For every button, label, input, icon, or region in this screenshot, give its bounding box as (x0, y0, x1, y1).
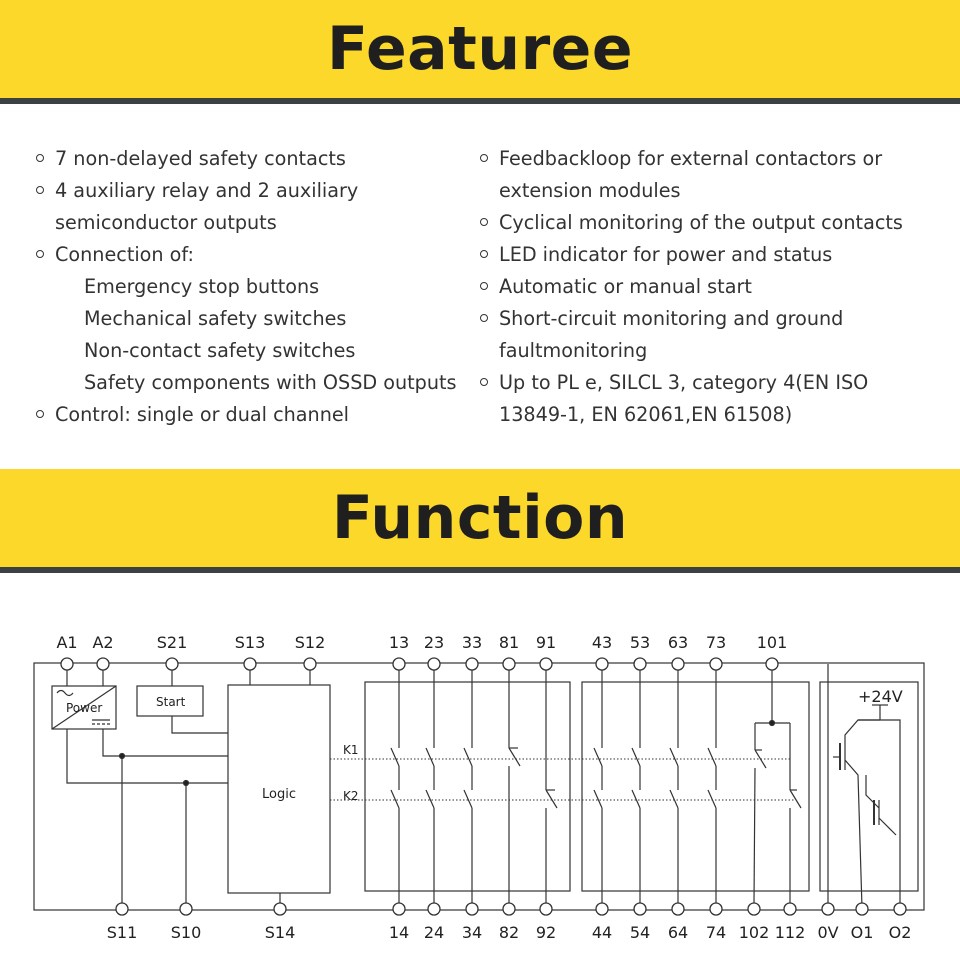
terminal-label: S10 (170, 923, 202, 942)
start-label: Start (156, 695, 186, 709)
semiconductor-group (820, 682, 918, 891)
terminal-label: A2 (92, 633, 114, 652)
feature-left-item-text: semiconductor outputs (55, 211, 277, 234)
terminal-label: 53 (629, 633, 651, 652)
terminal-label: 14 (388, 923, 410, 942)
feature-right-item-text: extension modules (499, 179, 681, 202)
terminal-73 (710, 658, 722, 670)
terminal-s10 (180, 903, 192, 915)
terminal-44 (596, 903, 608, 915)
terminal-43 (596, 658, 608, 670)
feature-left-item-text: Control: single or dual channel (55, 403, 350, 426)
feature-right-item-text: Up to PL e, SILCL 3, category 4(EN ISO (499, 371, 869, 394)
feature-left-item-text: 7 non-delayed safety contacts (55, 147, 346, 170)
function-banner (0, 469, 960, 573)
terminal-label: 102 (738, 923, 770, 942)
terminal-label: 91 (535, 633, 557, 652)
feature-right-item (478, 367, 948, 399)
feature-left-item (34, 271, 474, 303)
terminal-24 (428, 903, 440, 915)
terminal-label: 13 (388, 633, 410, 652)
ac-symbol (57, 691, 73, 696)
function-title: Function (331, 483, 629, 553)
feature-right-item (478, 175, 948, 207)
terminal-label: 64 (667, 923, 689, 942)
circle-bullet-icon (480, 250, 488, 258)
features-banner (0, 0, 960, 104)
terminal-o1 (856, 903, 868, 915)
logic-label: Logic (262, 787, 296, 802)
feature-right-item-text: 13849-1, EN 62061,EN 61508) (499, 403, 793, 426)
terminal-label: 23 (423, 633, 445, 652)
feature-left-item (34, 335, 474, 367)
feature-left-item (34, 303, 474, 335)
feature-left-item-text: Mechanical safety switches (84, 307, 347, 330)
terminal-label: 0V (817, 923, 839, 942)
feature-left-item (34, 175, 474, 207)
terminal-label: 43 (591, 633, 613, 652)
terminal-0v (822, 903, 834, 915)
terminal-a1 (61, 658, 73, 670)
terminal-s14 (274, 903, 286, 915)
feature-left-item-text: Connection of: (55, 243, 194, 266)
feature-left-item (34, 239, 474, 271)
feature-left-item (34, 367, 474, 399)
k2-label: K2 (343, 789, 359, 803)
terminal-label: S21 (156, 633, 188, 652)
feature-left-item (34, 399, 474, 431)
feature-left-item-text: 4 auxiliary relay and 2 auxiliary (55, 179, 359, 202)
supply-label: +24V (858, 687, 903, 706)
terminal-s21 (166, 658, 178, 670)
k1-label: K1 (343, 743, 359, 757)
terminal-102 (748, 903, 760, 915)
terminal-label: 73 (705, 633, 727, 652)
feature-right-item-text: Cyclical monitoring of the output contacts (499, 211, 903, 234)
terminal-label: S11 (106, 923, 138, 942)
terminal-13 (393, 658, 405, 670)
circle-bullet-icon (36, 186, 44, 194)
terminal-33 (466, 658, 478, 670)
circle-bullet-icon (36, 250, 44, 258)
terminal-label: 33 (461, 633, 483, 652)
feature-left-item (34, 207, 474, 239)
feature-right-item-text: Automatic or manual start (499, 275, 752, 298)
features-list-right (478, 143, 948, 431)
feature-left-item-text: Emergency stop buttons (84, 275, 320, 298)
feature-right-item (478, 271, 948, 303)
terminal-81 (503, 658, 515, 670)
terminal-label: 81 (498, 633, 520, 652)
terminal-label: 101 (756, 633, 788, 652)
terminal-s13 (244, 658, 256, 670)
terminal-14 (393, 903, 405, 915)
terminal-label: 63 (667, 633, 689, 652)
circle-bullet-icon (480, 314, 488, 322)
terminal-label: S13 (234, 633, 266, 652)
terminal-label: S14 (264, 923, 296, 942)
terminal-53 (634, 658, 646, 670)
terminal-63 (672, 658, 684, 670)
terminal-74 (710, 903, 722, 915)
feature-right-item-text: Short-circuit monitoring and ground (499, 307, 844, 330)
feature-right-item (478, 143, 948, 175)
feature-right-item (478, 303, 948, 335)
terminal-label: 34 (461, 923, 483, 942)
circle-bullet-icon (36, 410, 44, 418)
terminal-101 (766, 658, 778, 670)
circle-bullet-icon (36, 154, 44, 162)
feature-left-item-text: Safety components with OSSD outputs (84, 371, 457, 394)
terminal-label: O2 (888, 923, 912, 942)
terminal-a2 (97, 658, 109, 670)
feature-right-item-text: LED indicator for power and status (499, 243, 833, 266)
contact-group-2 (582, 682, 809, 891)
terminal-label: 82 (498, 923, 520, 942)
feature-right-item (478, 335, 948, 367)
terminal-label: 74 (705, 923, 727, 942)
terminal-label: O1 (850, 923, 874, 942)
terminal-label: 54 (629, 923, 651, 942)
terminal-112 (784, 903, 796, 915)
wiring-diagram (0, 620, 960, 960)
terminal-o2 (894, 903, 906, 915)
feature-right-item-text: Feedbackloop for external contactors or (499, 147, 883, 170)
terminal-91 (540, 658, 552, 670)
features-title: Featuree (326, 14, 634, 84)
contact-group-1 (365, 682, 570, 891)
feature-right-item (478, 399, 948, 431)
feature-right-item (478, 239, 948, 271)
feature-left-item-text: Non-contact safety switches (84, 339, 356, 362)
circle-bullet-icon (480, 378, 488, 386)
terminal-54 (634, 903, 646, 915)
feature-right-item (478, 207, 948, 239)
features-banner-underline (0, 98, 960, 104)
terminal-64 (672, 903, 684, 915)
circle-bullet-icon (480, 282, 488, 290)
terminal-s12 (304, 658, 316, 670)
circle-bullet-icon (480, 154, 488, 162)
circle-bullet-icon (480, 218, 488, 226)
terminal-label: 24 (423, 923, 445, 942)
terminal-label: 92 (535, 923, 557, 942)
function-banner-underline (0, 567, 960, 573)
features-list-left (34, 143, 474, 431)
terminal-label: A1 (56, 633, 78, 652)
terminal-label: 44 (591, 923, 613, 942)
terminal-label: S12 (294, 633, 326, 652)
feature-left-item (34, 143, 474, 175)
terminal-82 (503, 903, 515, 915)
terminal-92 (540, 903, 552, 915)
terminal-23 (428, 658, 440, 670)
terminal-34 (466, 903, 478, 915)
feature-right-item-text: faultmonitoring (499, 339, 648, 362)
terminal-label: 112 (774, 923, 806, 942)
power-label: Power (66, 701, 103, 715)
terminal-s11 (116, 903, 128, 915)
